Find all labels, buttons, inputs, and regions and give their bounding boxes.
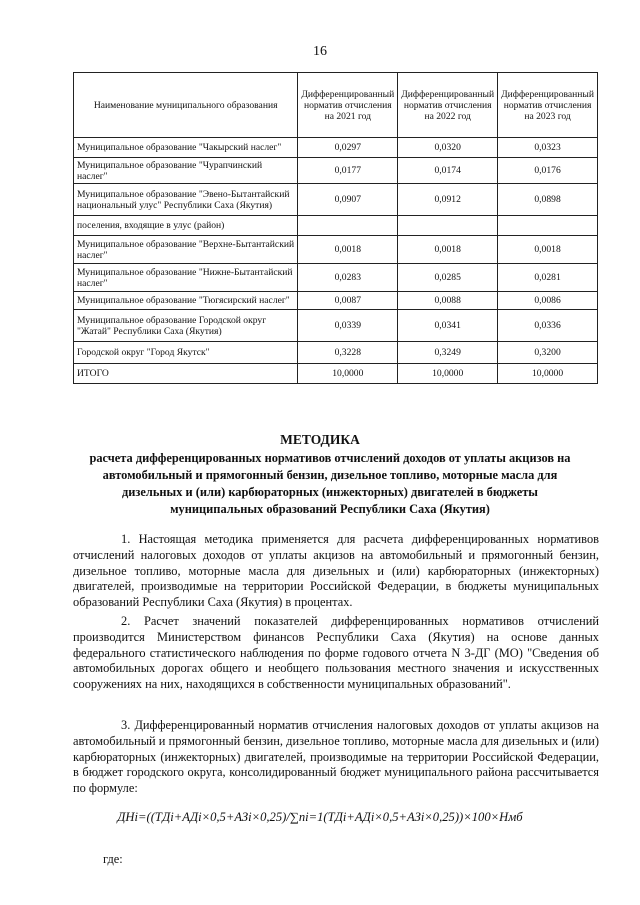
table-section-row (74, 216, 598, 236)
row-value-2023: 0,0281 (498, 264, 598, 292)
formula: ДНi=((ТДi+АДi×0,5+АЗi×0,25)/∑ni=1(ТДi+АДi×0,5+АЗi×0,25))×100×Hмб (117, 810, 523, 824)
row-name: Муниципальное образование Городской округ "Жатай" Республики Саха (Якутия) (74, 310, 298, 342)
row-value-2021: 0,3228 (298, 342, 398, 364)
row-value-2023: 0,0323 (498, 138, 598, 158)
row-value-2021 (298, 216, 398, 236)
table-row (74, 158, 598, 184)
row-value-2022: 0,0912 (398, 184, 498, 216)
row-name: Городской округ "Город Якутск" (74, 342, 298, 364)
row-value-2021: 0,0297 (298, 138, 398, 158)
table-row (74, 264, 598, 292)
row-value-2023 (498, 216, 598, 236)
row-name: Муниципальное образование "Эвено-Бытантайский национальный улус" Республики Саха (Якутия) (74, 184, 298, 216)
row-value-2022: 0,3249 (398, 342, 498, 364)
row-value-2023: 0,0898 (498, 184, 598, 216)
row-value-2021: 0,0907 (298, 184, 398, 216)
row-value-2021: 0,0339 (298, 310, 398, 342)
row-value-2023: 0,0086 (498, 292, 598, 310)
row-value-2022: 0,0018 (398, 236, 498, 264)
total-label: ИТОГО (74, 364, 298, 384)
paragraph-2: 2. Расчет значений показателей дифференцированных нормативов отчислений производится Министерством финансов Республики Саха (Якутия) на основе данных федерального статистического наблюдения по форме годового отчета N 3-ДГ (МО) "Сведения об автомобильных дорогах общего и необщего пользования местного значения и искусственных сооружениях на них, находящихся в собственности муниципальных образований". (73, 614, 599, 692)
row-name: Муниципальное образование "Чурапчинский наслег" (74, 158, 298, 184)
row-value-2021: 0,0018 (298, 236, 398, 264)
row-name: Муниципальное образование "Чакырский наслег" (74, 138, 298, 158)
table-row (74, 236, 598, 264)
row-value-2022 (398, 216, 498, 236)
row-value-2021: 0,0283 (298, 264, 398, 292)
row-value-2023: 0,0018 (498, 236, 598, 264)
row-value-2022: 0,0285 (398, 264, 498, 292)
table-row (74, 310, 598, 342)
section-label: поселения, входящие в улус (район) (74, 216, 298, 236)
row-name: Муниципальное образование "Верхне-Бытантайский наслег" (74, 236, 298, 264)
table-row (74, 138, 598, 158)
methodology-title: МЕТОДИКА (280, 432, 360, 447)
methodology-subtitle: расчета дифференцированных нормативов отчислений доходов от уплаты акцизов на автомобильный и прямогонный бензин, дизельное топливо, моторные масла для дизельных и (или) карбюраторных (инжекторных) двигателей в бюджеты муниципальных образований Республики Саха (Якутия) (89, 451, 571, 516)
row-value-2022: 0,0320 (398, 138, 498, 158)
row-value-2022: 0,0174 (398, 158, 498, 184)
row-name: Муниципальное образование "Нижне-Бытантайский наслег" (74, 264, 298, 292)
where-label: где: (103, 852, 123, 866)
row-name: Муниципальное образование "Тюгясирский наслег" (74, 292, 298, 310)
table-header-row (74, 73, 598, 138)
row-value-2022: 0,0088 (398, 292, 498, 310)
normatives-table (73, 72, 598, 384)
table-total-row (74, 364, 598, 384)
row-value-2023: 0,0336 (498, 310, 598, 342)
total-value-2022: 10,0000 (398, 364, 498, 384)
row-value-2023: 0,3200 (498, 342, 598, 364)
header-2022: Дифференцированный норматив отчисления на 2022 год (398, 73, 498, 138)
table-row (74, 342, 598, 364)
total-value-2021: 10,0000 (298, 364, 398, 384)
row-value-2021: 0,0177 (298, 158, 398, 184)
page-number: 16 (313, 44, 327, 59)
table-row (74, 184, 598, 216)
header-municipality-name: Наименование муниципального образования (74, 73, 298, 138)
row-value-2021: 0,0087 (298, 292, 398, 310)
paragraph-1: 1. Настоящая методика применяется для расчета дифференцированных нормативов отчислений налоговых доходов от уплаты акцизов на автомобильный и прямогонный бензин, дизельное топливо, моторные масла для дизельных и (или) карбюраторных (инжекторных) двигателей, производимые на территории Российской Федерации, в бюджеты муниципальных образований Республики Саха (Якутия) в процентах. (73, 532, 599, 610)
header-2023: Дифференцированный норматив отчисления на 2023 год (498, 73, 598, 138)
row-value-2022: 0,0341 (398, 310, 498, 342)
paragraph-3: 3. Дифференцированный норматив отчисления налоговых доходов от уплаты акцизов на автомобильный и прямогонный бензин, дизельное топливо, моторные масла для дизельных и (или) карбюраторных (инжекторных) двигателей, производимые на территории Российской Федерации, в бюджет городского округа, консолидированный бюджет муниципального района рассчитывается по формуле: (73, 718, 599, 796)
header-2021: Дифференцированный норматив отчисления на 2021 год (298, 73, 398, 138)
table-row (74, 292, 598, 310)
row-value-2023: 0,0176 (498, 158, 598, 184)
total-value-2023: 10,0000 (498, 364, 598, 384)
